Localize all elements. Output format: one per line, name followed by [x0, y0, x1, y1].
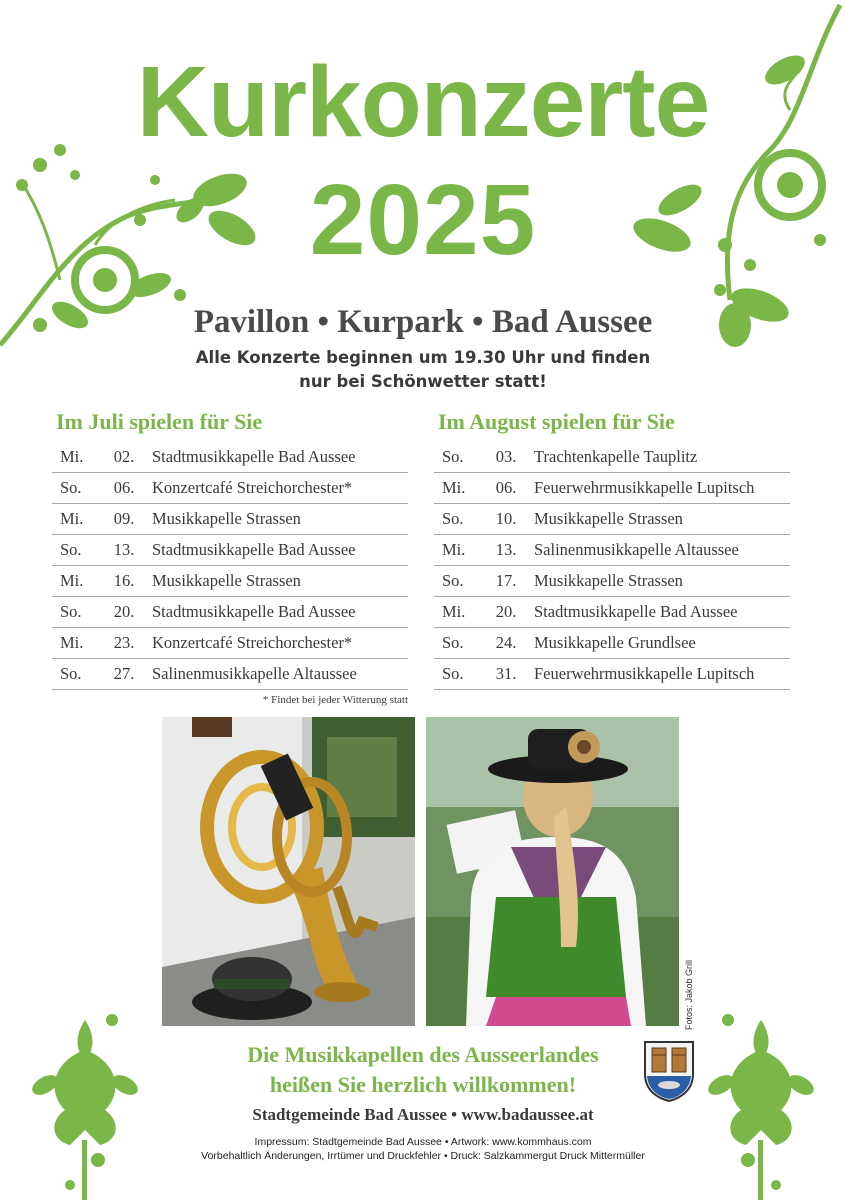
welcome-line-1: Die Musikkapellen des Ausseerlandes [247, 1042, 599, 1067]
municipality-line: Stadtgemeinde Bad Aussee • www.badaussee.at [252, 1105, 594, 1124]
day-cell: So. [60, 478, 82, 497]
table-row [434, 628, 790, 659]
day-cell: Mi. [442, 602, 466, 621]
august-schedule [434, 442, 790, 690]
subtitle-line-2: nur bei Schönwetter statt! [299, 372, 547, 391]
table-row [434, 659, 790, 690]
band-cell: Musikkapelle Strassen [534, 509, 683, 528]
date-cell: 09. [113, 509, 135, 528]
band-cell: Musikkapelle Strassen [534, 571, 683, 590]
poster-year: 2025 [309, 164, 537, 276]
day-cell: So. [442, 571, 464, 590]
day-cell: So. [442, 447, 464, 466]
table-row [52, 442, 408, 473]
band-cell: Konzertcafé Streichorchester* [152, 478, 353, 497]
table-row [434, 597, 790, 628]
band-cell: Trachtenkapelle Tauplitz [534, 447, 698, 466]
day-cell: Mi. [60, 447, 84, 466]
band-cell: Feuerwehrmusikkapelle Lupitsch [534, 664, 755, 683]
table-row [52, 628, 408, 659]
table-row [434, 504, 790, 535]
table-row [52, 659, 408, 690]
date-cell: 16. [113, 571, 135, 590]
band-cell: Musikkapelle Strassen [152, 571, 301, 590]
band-cell: Salinenmusikkapelle Altaussee [152, 664, 357, 683]
day-cell: So. [60, 664, 82, 683]
day-cell: Mi. [60, 633, 84, 652]
photo-musician [426, 717, 679, 1026]
band-cell: Stadtmusikkapelle Bad Aussee [152, 602, 356, 621]
date-cell: 20. [113, 602, 135, 621]
venue-line: Pavillon • Kurpark • Bad Aussee [193, 304, 653, 340]
impressum-line-1: Impressum: Stadtgemeinde Bad Aussee • Artwork: www.kommhaus.com [254, 1136, 592, 1148]
date-cell: 31. [495, 664, 517, 683]
date-cell: 13. [495, 540, 517, 559]
impressum-line-2: Vorbehaltlich Änderungen, Irrtümer und Druckfehler • Druck: Salzkammergut Druck Mittermüller [201, 1150, 645, 1162]
date-cell: 02. [113, 447, 135, 466]
day-cell: Mi. [60, 509, 84, 528]
july-heading: Im Juli spielen für Sie [56, 409, 263, 434]
band-cell: Feuerwehrmusikkapelle Lupitsch [534, 478, 755, 497]
band-cell: Musikkapelle Strassen [152, 509, 301, 528]
date-cell: 06. [113, 478, 135, 497]
date-cell: 17. [495, 571, 517, 590]
day-cell: So. [442, 664, 464, 683]
band-cell: Konzertcafé Streichorchester* [152, 633, 353, 652]
welcome-line-2: heißen Sie herzlich willkommen! [269, 1072, 577, 1097]
day-cell: So. [442, 633, 464, 652]
table-row [52, 504, 408, 535]
day-cell: Mi. [442, 540, 466, 559]
date-cell: 06. [495, 478, 517, 497]
table-row [434, 535, 790, 566]
table-row [434, 566, 790, 597]
table-row [52, 566, 408, 597]
band-cell: Stadtmusikkapelle Bad Aussee [534, 602, 738, 621]
table-row [52, 597, 408, 628]
day-cell: So. [60, 602, 82, 621]
date-cell: 03. [495, 447, 517, 466]
weather-footnote: * Findet bei jeder Witterung statt [262, 694, 408, 706]
day-cell: Mi. [60, 571, 84, 590]
band-cell: Musikkapelle Grundlsee [534, 633, 696, 652]
day-cell: So. [60, 540, 82, 559]
poster-title: Kurkonzerte [136, 46, 710, 158]
july-schedule [52, 442, 408, 690]
table-row [434, 473, 790, 504]
band-cell: Salinenmusikkapelle Altaussee [534, 540, 739, 559]
table-row [52, 535, 408, 566]
date-cell: 24. [495, 633, 517, 652]
date-cell: 10. [495, 509, 517, 528]
photo-credit: Fotos: Jakob Grill [684, 959, 694, 1030]
table-row [434, 442, 790, 473]
band-cell: Stadtmusikkapelle Bad Aussee [152, 540, 356, 559]
subtitle-line-1: Alle Konzerte beginnen um 19.30 Uhr und finden [195, 348, 651, 367]
day-cell: So. [442, 509, 464, 528]
band-cell: Stadtmusikkapelle Bad Aussee [152, 447, 356, 466]
table-row [52, 473, 408, 504]
date-cell: 23. [113, 633, 135, 652]
date-cell: 13. [113, 540, 135, 559]
date-cell: 27. [113, 664, 135, 683]
date-cell: 20. [495, 602, 517, 621]
day-cell: Mi. [442, 478, 466, 497]
august-heading: Im August spielen für Sie [438, 409, 675, 434]
photo-instruments [162, 717, 415, 1026]
